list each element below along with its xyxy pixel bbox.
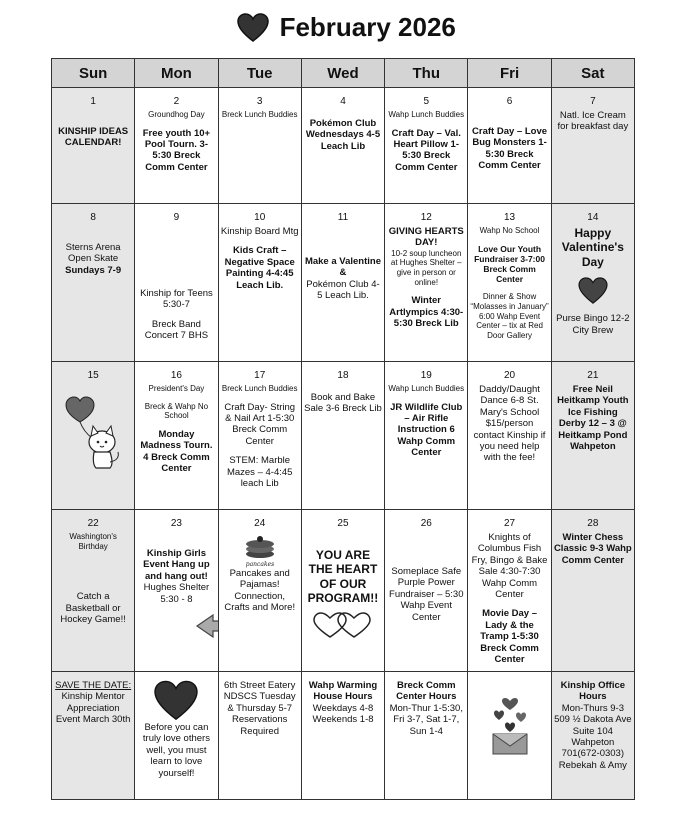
day-cell-11 — [301, 204, 384, 362]
day-cell-10 — [218, 204, 301, 362]
hours-text: Mon-Thur 1-5:30, Fri 3-7, Sat 1-7, Sun 1-4 — [389, 702, 463, 737]
warming-house-cell — [301, 672, 384, 800]
event-text: Kinship Girls Event Hang up and hang out! — [143, 548, 210, 582]
day-cell-15 — [52, 362, 135, 510]
calendar-grid — [51, 58, 635, 800]
day-number: 24 — [254, 518, 266, 529]
event-text: Pancakes and Pajamas! Connection, Crafts and More! — [224, 568, 296, 614]
day-cell-21 — [551, 362, 634, 510]
month-title: February 2026 — [279, 12, 456, 42]
holiday-label: Groundhog Day — [148, 110, 205, 119]
heart-icon — [237, 13, 269, 43]
event-text: Wahp No School — [479, 226, 540, 235]
arrow-left-icon — [195, 613, 218, 639]
day-cell-17 — [218, 362, 301, 510]
weekday-sun: Sun — [52, 59, 135, 88]
event-text: Craft Day- String & Nail Art 1-5:30 Breck Comm Center — [224, 401, 296, 447]
quote-text: Before you can truly love others well, you must learn to love yourself! — [142, 722, 210, 779]
day-cell-6 — [468, 88, 551, 204]
day-number: 16 — [170, 370, 182, 381]
day-cell-28 — [551, 510, 634, 672]
day-number: 20 — [503, 370, 516, 381]
day-number: 28 — [587, 518, 599, 529]
love-yourself-cell — [135, 672, 218, 800]
day-cell-9 — [135, 204, 218, 362]
event-text: STEM: Marble Mazes – 4-4:45 leach Lib — [226, 455, 293, 489]
day-number: 25 — [337, 518, 349, 529]
day-number: 13 — [503, 212, 516, 223]
day-number: 6 — [506, 96, 513, 107]
envelope-hearts-icon — [485, 696, 535, 756]
day-number: 4 — [340, 96, 346, 107]
day-number: 19 — [420, 370, 432, 381]
day-cell-23 — [135, 510, 218, 672]
event-text: Dinner & Show “Molasses in January” 6:00 Wahp Event Center – tix at Red Door Gallery — [470, 292, 549, 340]
holiday-label: President's Day — [148, 384, 205, 393]
day-number: 26 — [420, 518, 432, 529]
day-number: 15 — [87, 370, 99, 381]
event-text: Happy Valentine's Day — [561, 226, 624, 269]
event-text: YOU ARE THE HEART OF OUR PROGRAM!! — [307, 548, 379, 606]
day-cell-4 — [301, 88, 384, 204]
event-text: Knights of Columbus Fish Fry, Bingo & Bake Sale 4:30-7:30 Wahp Comm Center — [471, 532, 548, 600]
day-cell-14 — [551, 204, 634, 362]
weekday-sat: Sat — [551, 59, 634, 88]
day-number: 1 — [90, 96, 96, 107]
day-cell-20 — [468, 362, 551, 510]
cat-with-balloon-icon — [58, 392, 128, 472]
day-cell-8 — [52, 204, 135, 362]
day-cell-19 — [385, 362, 468, 510]
page-title — [0, 12, 693, 43]
event-text: Winter Artlympics 4:30-5:30 Breck Lib — [389, 295, 464, 329]
event-text: Wahp Lunch Buddies — [388, 384, 465, 393]
day-cell-1 — [52, 88, 135, 204]
day-number: 14 — [587, 212, 599, 223]
day-cell-24 — [218, 510, 301, 672]
event-text: Make a Valentine & — [304, 256, 381, 279]
event-text: KINSHIP IDEAS CALENDAR! — [58, 126, 129, 149]
week-row — [52, 510, 635, 672]
event-text: 10-2 soup luncheon at Hughes Shelter – give in person or online! — [390, 248, 462, 287]
day-number: 9 — [173, 212, 180, 223]
eatery-cell — [218, 672, 301, 800]
event-text: Winter Chess Classic 9-3 Wahp Comm Center — [553, 532, 632, 566]
day-number: 11 — [337, 212, 349, 223]
event-text: Wahp Lunch Buddies — [388, 110, 465, 119]
hours-text: Mon-Thurs 9-3 509 ½ Dakota Ave Suite 104 Wahpeton 701(672-0303) Rebekah & Amy — [554, 702, 632, 771]
day-cell-22 — [52, 510, 135, 672]
event-text: Purse Bingo 12-2 City Brew — [556, 313, 630, 336]
day-cell-26 — [385, 510, 468, 672]
hours-text: Weekdays 4-8 Weekends 1-8 — [312, 702, 374, 726]
day-number: 3 — [256, 96, 263, 107]
holiday-label: Washington's Birthday — [69, 532, 117, 551]
event-text: Kinship Board Mtg — [220, 226, 299, 237]
event-text: Sterns Arena Open Skate — [65, 242, 121, 265]
kinship-office-cell — [551, 672, 634, 800]
event-text: Kinship for Teens 5:30-7 — [140, 288, 213, 311]
event-text: Natl. Ice Cream for breakfast day — [557, 110, 629, 133]
day-cell-13 — [468, 204, 551, 362]
hours-title: Breck Comm Center Hours — [396, 680, 457, 703]
day-number: 5 — [423, 96, 430, 107]
info-row — [52, 672, 635, 800]
hours-title: Kinship Office Hours — [560, 680, 626, 703]
event-text: Catch a Basketball or Hockey Game!! — [60, 591, 126, 625]
heart-icon — [153, 680, 199, 722]
event-text: Movie Day – Lady & the Tramp 1-5:30 Breck Comm Center — [480, 608, 539, 665]
day-number: 7 — [590, 96, 596, 107]
pancakes-icon — [240, 532, 280, 568]
event-text: Breck Band Concert 7 BHS — [144, 318, 209, 342]
event-text: Book and Bake Sale 3-6 Breck Lib — [304, 392, 382, 415]
event-text: Craft Day – Val. Heart Pillow 1-5:30 Breck Comm Center — [391, 127, 461, 173]
double-heart-icon — [308, 610, 378, 640]
day-cell-27 — [468, 510, 551, 672]
weekday-header-row — [52, 59, 635, 88]
event-text: Pokémon Club 4-5 Leach Lib. — [306, 278, 380, 302]
event-text: Someplace Safe Purple Power Fundraiser – 5:30 Wahp Event Center — [389, 566, 464, 623]
day-cell-7 — [551, 88, 634, 204]
day-number: 27 — [503, 518, 516, 529]
weekday-wed: Wed — [301, 59, 384, 88]
event-text: Sundays 7-9 — [65, 264, 122, 276]
weekday-fri: Fri — [468, 59, 551, 88]
week-row — [52, 204, 635, 362]
day-number: 18 — [337, 370, 349, 381]
week-row — [52, 362, 635, 510]
day-cell-16 — [135, 362, 218, 510]
event-text: Monday Madness Tourn. 4 Breck Comm Center — [140, 428, 213, 474]
day-number: 12 — [420, 212, 432, 223]
day-number: 23 — [170, 518, 182, 529]
save-the-date-label: SAVE THE DATE: — [55, 680, 132, 691]
day-number: 21 — [587, 370, 599, 381]
weekday-mon: Mon — [135, 59, 218, 88]
day-cell-2 — [135, 88, 218, 204]
event-text: Craft Day – Love Bug Monsters 1-5:30 Breck Comm Center — [472, 126, 548, 172]
day-number: 10 — [254, 212, 266, 223]
day-number: 17 — [254, 370, 266, 381]
weekday-thu: Thu — [385, 59, 468, 88]
event-text: Daddy/Daught Dance 6-8 St. Mary's School $15/person contact Kinship if you need help with the fee! — [473, 384, 546, 464]
day-number: 22 — [87, 518, 99, 529]
week-row — [52, 88, 635, 204]
day-cell-5 — [385, 88, 468, 204]
day-cell-25 — [301, 510, 384, 672]
event-text: Hughes Shelter 5:30 - 8 — [143, 582, 210, 605]
event-text: 6th Street Eatery NDSCS Tuesday & Thursday 5-7 Reservations Required — [223, 680, 296, 737]
event-text: Love Our Youth Fundraiser 3-7:00 Breck Comm Center — [474, 243, 545, 285]
day-number: 8 — [90, 212, 96, 223]
event-text: Pokémon Club Wednesdays 4-5 Leach Lib — [305, 118, 381, 152]
event-text: Breck Lunch Buddies — [221, 110, 298, 119]
event-text: Free Neil Heitkamp Youth Ice Fishing Derby 12 – 3 @ Heitkamp Pond Wahpeton — [557, 384, 629, 452]
day-cell-12 — [385, 204, 468, 362]
event-text: Breck & Wahp No School — [144, 401, 209, 421]
event-text: Breck Lunch Buddies — [221, 384, 298, 393]
envelope-hearts-cell — [468, 672, 551, 800]
day-cell-3 — [218, 88, 301, 204]
svg-text:pancakes: pancakes — [245, 561, 274, 568]
heart-icon — [578, 277, 608, 305]
weekday-tue: Tue — [218, 59, 301, 88]
day-cell-18 — [301, 362, 384, 510]
event-text: Kinship Mentor Appreciation Event March 30th — [55, 691, 131, 726]
event-text: Kids Craft – Negative Space Painting 4-4:45 Leach Lib. — [224, 245, 295, 291]
breck-center-hours-cell — [385, 672, 468, 800]
event-text: Free youth 10+ Pool Tourn. 3-5:30 Breck Comm Center — [142, 127, 211, 173]
day-number: 2 — [173, 96, 180, 107]
save-the-date-cell — [52, 672, 135, 800]
event-text: JR Wildlife Club – Air Rifle Instruction 6 Wahp Comm Center — [390, 401, 463, 459]
event-text: GIVING HEARTS DAY! — [388, 226, 464, 249]
hours-title: Wahp Warming House Hours — [308, 680, 378, 703]
